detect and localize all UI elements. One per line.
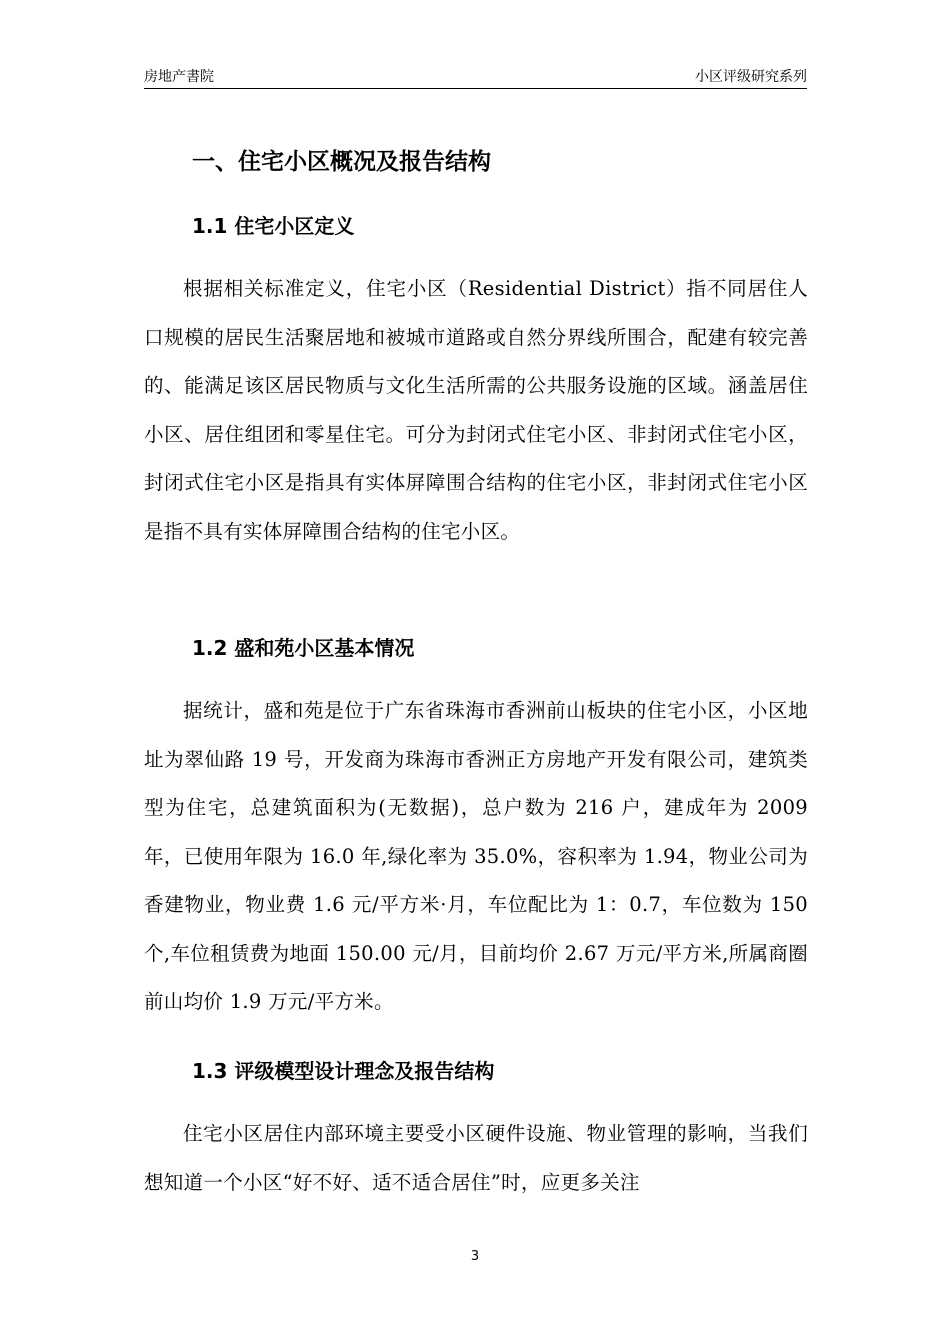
subsection-paragraph-1-2: 据统计，盛和苑是位于广东省珠海市香洲前山板块的住宅小区，小区地址为翠仙路 19 号，开发商为珠海市香洲正方房地产开发有限公司，建筑类型为住宅，总建筑面积为(无数据)，总户数为 216 户，建成年为 2009 年，已使用年限为 16.0 年,绿化率为 35.0%，容积率为 1.94，物业公司为香建物业，物业费 1.6 元/平方米·月，车位配比为 1：0.7，车位数为 150 个,车位租赁费为地面 150.00 元/月，目前均价 2.67 万元/平方米,所属商圈前山均价 1.9 万元/平方米。 xyxy=(144,699,808,1013)
subsection-paragraph-1-3: 住宅小区居住内部环境主要受小区硬件设施、物业管理的影响，当我们想知道一个小区“好不好、适不适合居住”时，应更多关注 xyxy=(144,1122,808,1194)
header-publisher: 房地产書院 xyxy=(144,69,214,85)
subsection-heading-1-2: 1.2 盛和苑小区基本情况 xyxy=(192,636,415,660)
header-series-title: 小区评级研究系列 xyxy=(695,69,807,85)
page-number: 3 xyxy=(470,1249,480,1264)
subsection-heading-1-1: 1.1 住宅小区定义 xyxy=(192,214,355,238)
page-header xyxy=(144,68,807,89)
subsection-heading-1-3: 1.3 评级模型设计理念及报告结构 xyxy=(192,1059,495,1083)
subsection-paragraph-1-1: 根据相关标准定义，住宅小区（Residential District）指不同居住人口规模的居民生活聚居地和被城市道路或自然分界线所围合，配建有较完善的、能满足该区居民物质与文化生活所需的公共服务设施的区域。涵盖居住小区、居住组团和零星住宅。可分为封闭式住宅小区、非封闭式住宅小区，封闭式住宅小区是指具有实体屏障围合结构的住宅小区，非封闭式住宅小区是指不具有实体屏障围合结构的住宅小区。 xyxy=(144,277,808,543)
section-title: 一、住宅小区概况及报告结构 xyxy=(192,149,491,175)
